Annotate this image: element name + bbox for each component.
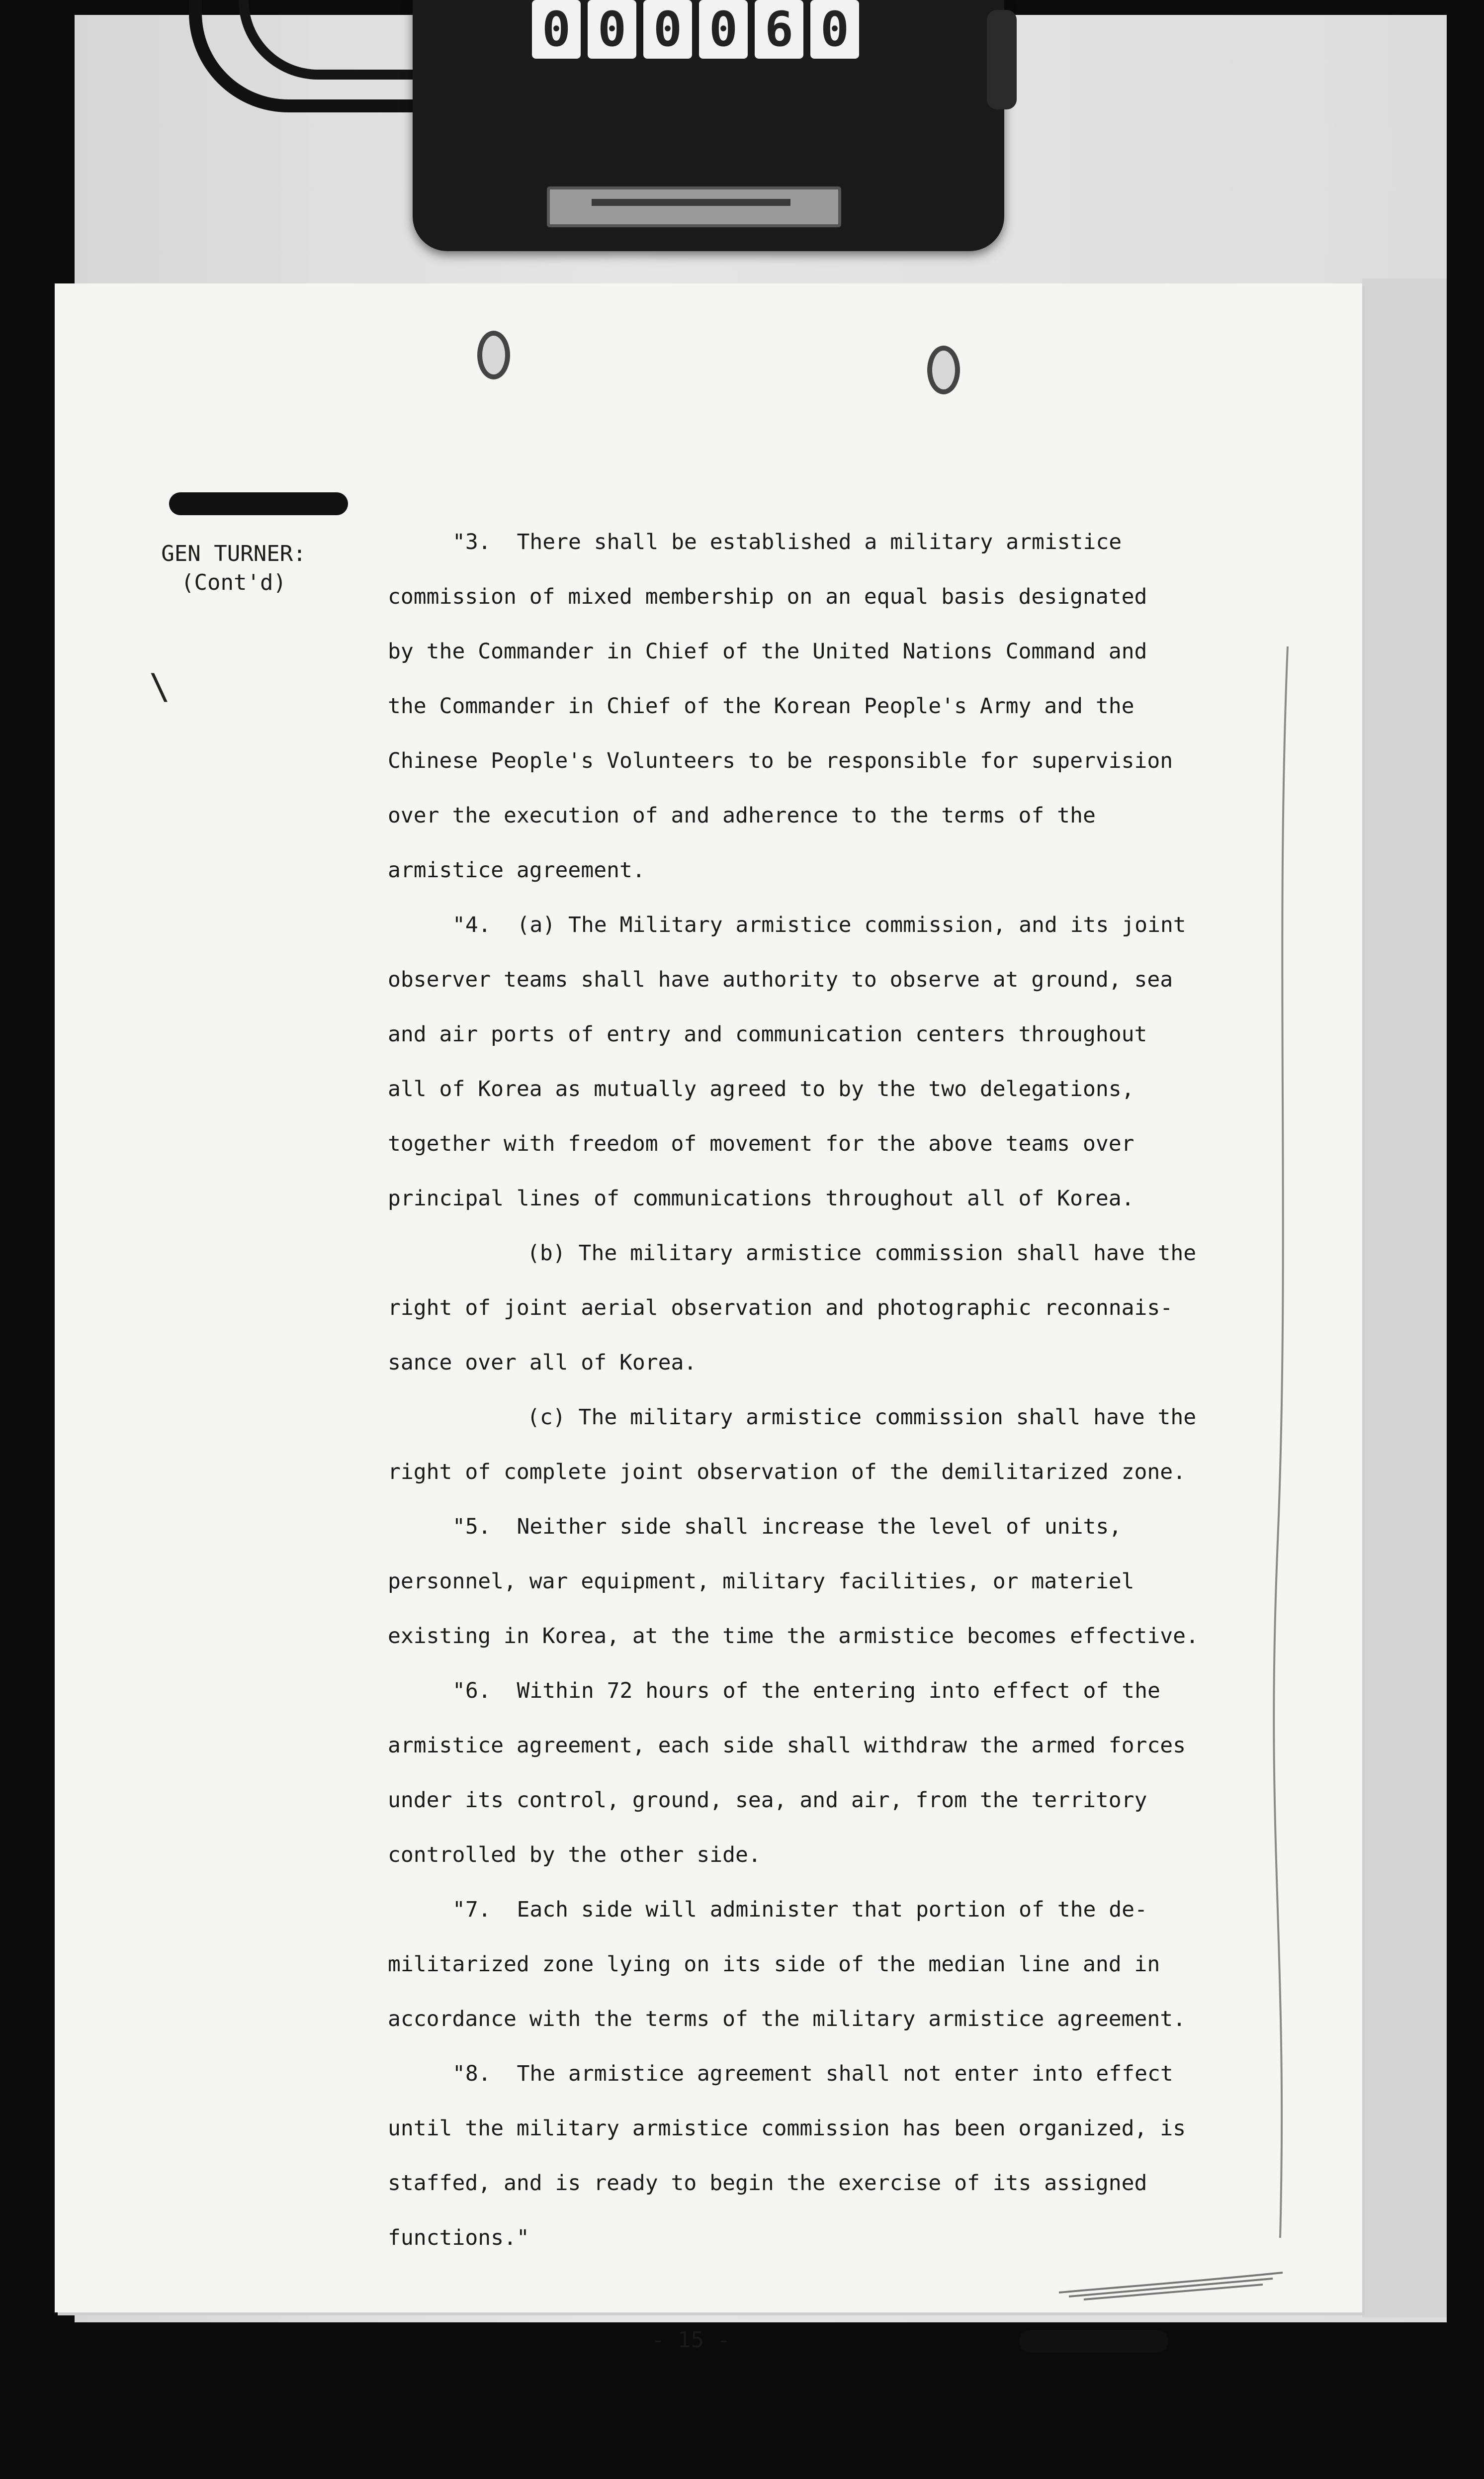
speaker-label [129,540,338,597]
text-line: right of complete joint observation of the demilitarized zone. [388,1460,1186,1484]
page-number: - 15 - [651,2327,730,2353]
speaker-continuation: (Cont'd) [181,570,286,595]
paper-crease [1273,646,1293,2238]
text-line: staffed, and is ready to begin the exercise of its assigned [388,2171,1147,2196]
text-line: over the execution of and adherence to the terms of the [388,803,1096,828]
text-line: accordance with the terms of the military armistice agreement. [388,2007,1186,2031]
frame-counter-digit: 6 [755,0,803,59]
text-line: (b) The military armistice commission shall have the [527,1241,1197,1266]
text-line: under its control, ground, sea, and air, from the territory [388,1788,1147,1813]
text-line: right of joint aerial observation and photographic reconnais- [388,1295,1173,1320]
text-line: "3. There shall be established a military armistice [452,530,1122,554]
frame-counter-digit: 0 [532,0,581,59]
text-line: armistice agreement, each side shall withdraw the armed forces [388,1733,1186,1758]
text-line: armistice agreement. [388,858,645,883]
counter-knob [987,10,1017,109]
text-line: "7. Each side will administer that portion of the de- [452,1897,1147,1922]
text-line: and air ports of entry and communication centers throughout [388,1022,1147,1047]
text-line: "6. Within 72 hours of the entering into effect of the [452,1678,1160,1703]
backboard-edge [1362,278,1447,2317]
text-line: personnel, war equipment, military facilities, or materiel [388,1569,1135,1594]
text-line: the Commander in Chief of the Korean People's Army and the [388,694,1135,719]
text-line: commission of mixed membership on an equal basis designated [388,584,1147,609]
text-line: functions." [388,2225,529,2250]
text-line: all of Korea as mutually agreed to by the two delegations, [388,1077,1135,1102]
frame-counter [532,0,859,60]
redaction-mark [1019,2330,1168,2353]
text-line: observer teams shall have authority to observe at ground, sea [388,967,1173,992]
counter-nameplate [547,186,841,227]
text-line: until the military armistice commission has been organized, is [388,2116,1186,2141]
frame-counter-digit: 0 [699,0,748,59]
text-line: "8. The armistice agreement shall not enter into effect [452,2061,1173,2086]
margin-mark: \ [149,666,171,707]
text-line: controlled by the other side. [388,1842,761,1867]
frame-counter-digit: 0 [588,0,636,59]
text-line: Chinese People's Volunteers to be responsible for supervision [388,748,1173,773]
text-line: (c) The military armistice commission shall have the [527,1405,1197,1430]
text-line: "4. (a) The Military armistice commission, and its joint [452,913,1186,937]
redaction-mark [169,492,348,515]
text-line: militarized zone lying on its side of the median line and in [388,1952,1160,1977]
speaker-name: GEN TURNER: [161,541,306,566]
text-line: "5. Neither side shall increase the level of units, [452,1514,1122,1539]
frame-counter-digit: 0 [643,0,692,59]
punch-hole [477,331,510,379]
frame-counter-digit: 0 [810,0,859,59]
text-line: sance over all of Korea. [388,1350,697,1375]
text-line: together with freedom of movement for the above teams over [388,1131,1135,1156]
text-line: by the Commander in Chief of the United Nations Command and [388,639,1147,664]
counter-nameplate-slot [592,199,790,206]
text-line: existing in Korea, at the time the armistice becomes effective. [388,1624,1199,1649]
text-line: principal lines of communications throughout all of Korea. [388,1186,1135,1211]
punch-hole [927,346,960,394]
pencil-scribble [1054,2268,1288,2302]
